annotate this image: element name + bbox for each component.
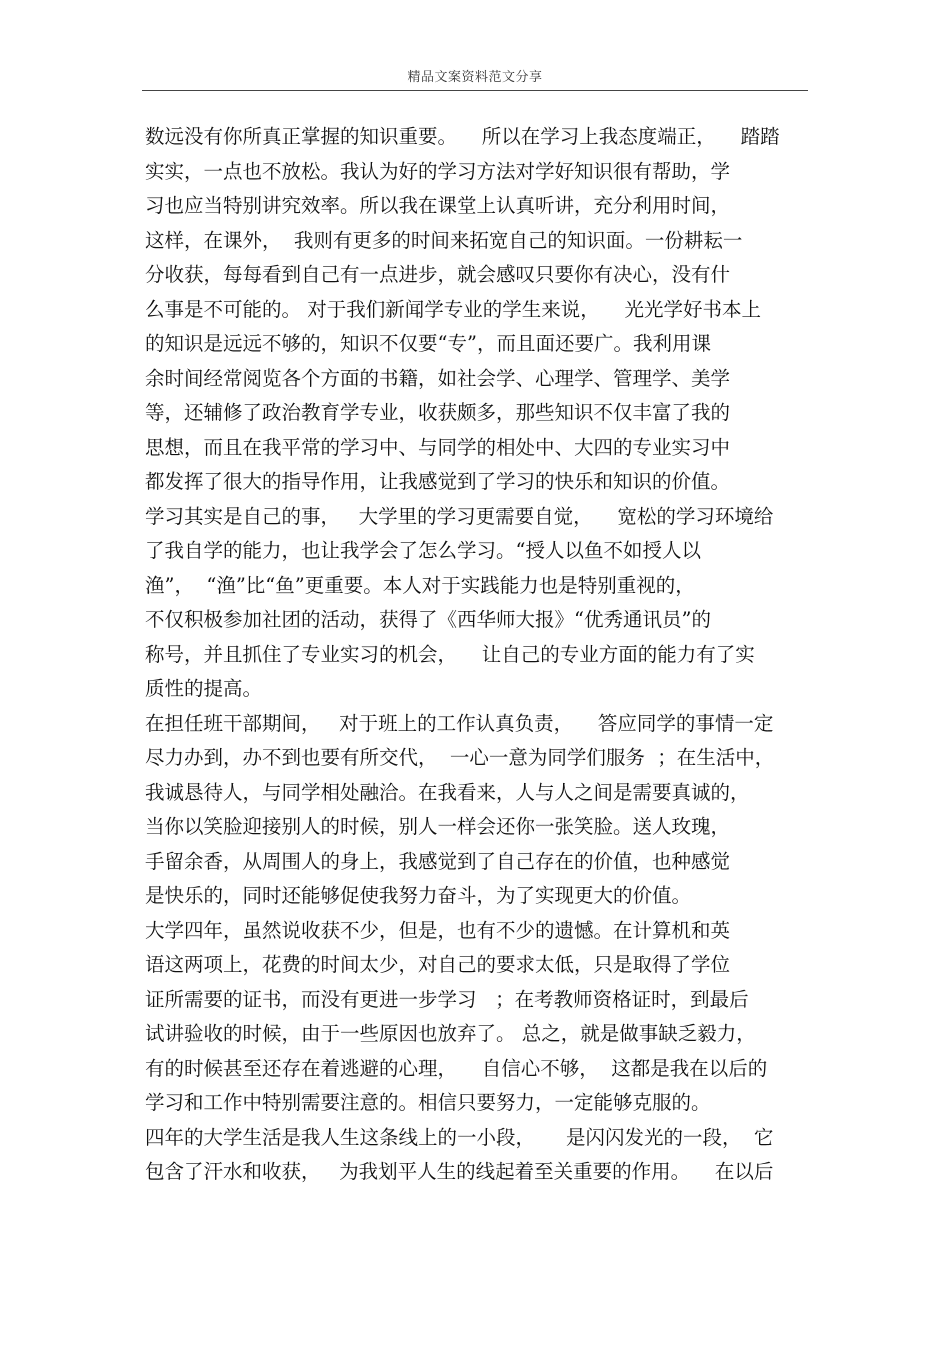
text-line: 都发挥了很大的指导作用，让我感觉到了学习的快乐和知识的价值。 — [145, 470, 731, 493]
text-line: 么事是不可能的。 对于我们新闻学专业的学生来说， 光光学好书本上 — [145, 297, 761, 321]
text-line: 等，还辅修了政治教育学专业，收获颇多，那些知识不仅丰富了我的 — [145, 401, 731, 424]
text-line: 尽力办到，办不到也要有所交代， 一心一意为同学们服务 ；在生活中， — [145, 746, 775, 769]
text-line: 学习其实是自己的事， 大学里的学习更需要自觉， 宽松的学习环境给 — [145, 504, 774, 528]
text-line: 数远没有你所真正掌握的知识重要。 所以在学习上我态度端正， 踏踏 — [145, 125, 780, 148]
text-line: 大学四年，虽然说收获不少，但是，也有不少的遗憾。在计算机和英 — [145, 918, 731, 942]
text-line: 证所需要的证书，而没有更进一步学习 ；在考教师资格证时，到最后 — [145, 987, 749, 1011]
text-line: 四年的大学生活是我人生这条线上的一小段， 是闪闪发光的一段， 它 — [145, 1125, 774, 1149]
text-line: 试讲验收的时候，由于一些原因也放弃了。 总之，就是做事缺乏毅力， — [145, 1022, 756, 1045]
text-line: 这样，在课外， 我则有更多的时间来拓宽自己的知识面。一份耕耘一 — [145, 228, 743, 252]
text-line: 手留余香，从周围人的身上，我感觉到了自己存在的价值，也种感觉 — [145, 849, 731, 873]
text-line: 不仅积极参加社团的活动，获得了《西华师大报》“优秀通讯员”的 — [145, 608, 711, 631]
text-line: 是快乐的，同时还能够促使我努力奋斗，为了实现更大的价值。 — [145, 884, 692, 907]
text-line: 我诚恳待人，与同学相处融洽。在我看来，人与人之间是需要真诚的， — [145, 780, 750, 804]
text-line: 学习和工作中特别需要注意的。相信只要努力，一定能够克服的。 — [145, 1091, 711, 1114]
text-line: 习也应当特别讲究效率。所以我在课堂上认真听讲，充分利用时间， — [145, 194, 731, 217]
text-line: 包含了汗水和收获， 为我划平人生的线起着至关重要的作用。 在以后 — [145, 1160, 774, 1183]
text-line: 余时间经常阅览各个方面的书籍，如社会学、心理学、管理学、美学 — [145, 366, 731, 390]
text-line: 有的时候甚至还存在着逃避的心理， 自信心不够， 这都是我在以后的 — [145, 1056, 768, 1080]
text-line: 语这两项上，花费的时间太少，对自己的要求太低，只是取得了学位 — [145, 953, 731, 976]
text-line: 在担任班干部期间， 对于班上的工作认真负责， 答应同学的事情一定 — [145, 711, 774, 735]
text-line: 质性的提高。 — [145, 677, 263, 700]
header-divider — [142, 90, 808, 91]
text-line: 实实，一点也不放松。我认为好的学习方法对学好知识很有帮助，学 — [145, 159, 731, 183]
text-line: 了我自学的能力，也让我学会了怎么学习。“授人以鱼不如授人以 — [145, 539, 701, 562]
text-line: 的知识是远远不够的，知识不仅要“专”，而且面还要广。我利用课 — [145, 332, 711, 355]
text-line: 分收获，每每看到自己有一点进步，就会感叹只要你有决心，没有什 — [145, 263, 731, 286]
text-line: 当你以笑脸迎接别人的时候，别人一样会还你一张笑脸。送人玫瑰， — [145, 815, 731, 838]
document-body — [145, 120, 810, 1190]
page-header: 精品文案资料范文分享 — [407, 70, 543, 85]
text-line: 思想，而且在我平常的学习中、与同学的相处中、大四的专业实习中 — [145, 435, 731, 459]
text-line: 渔”， “渔”比“鱼”更重要。本人对于实践能力也是特别重视的， — [145, 573, 695, 597]
text-line: 称号，并且抓住了专业实习的机会， 让自己的专业方面的能力有了实 — [145, 642, 755, 666]
